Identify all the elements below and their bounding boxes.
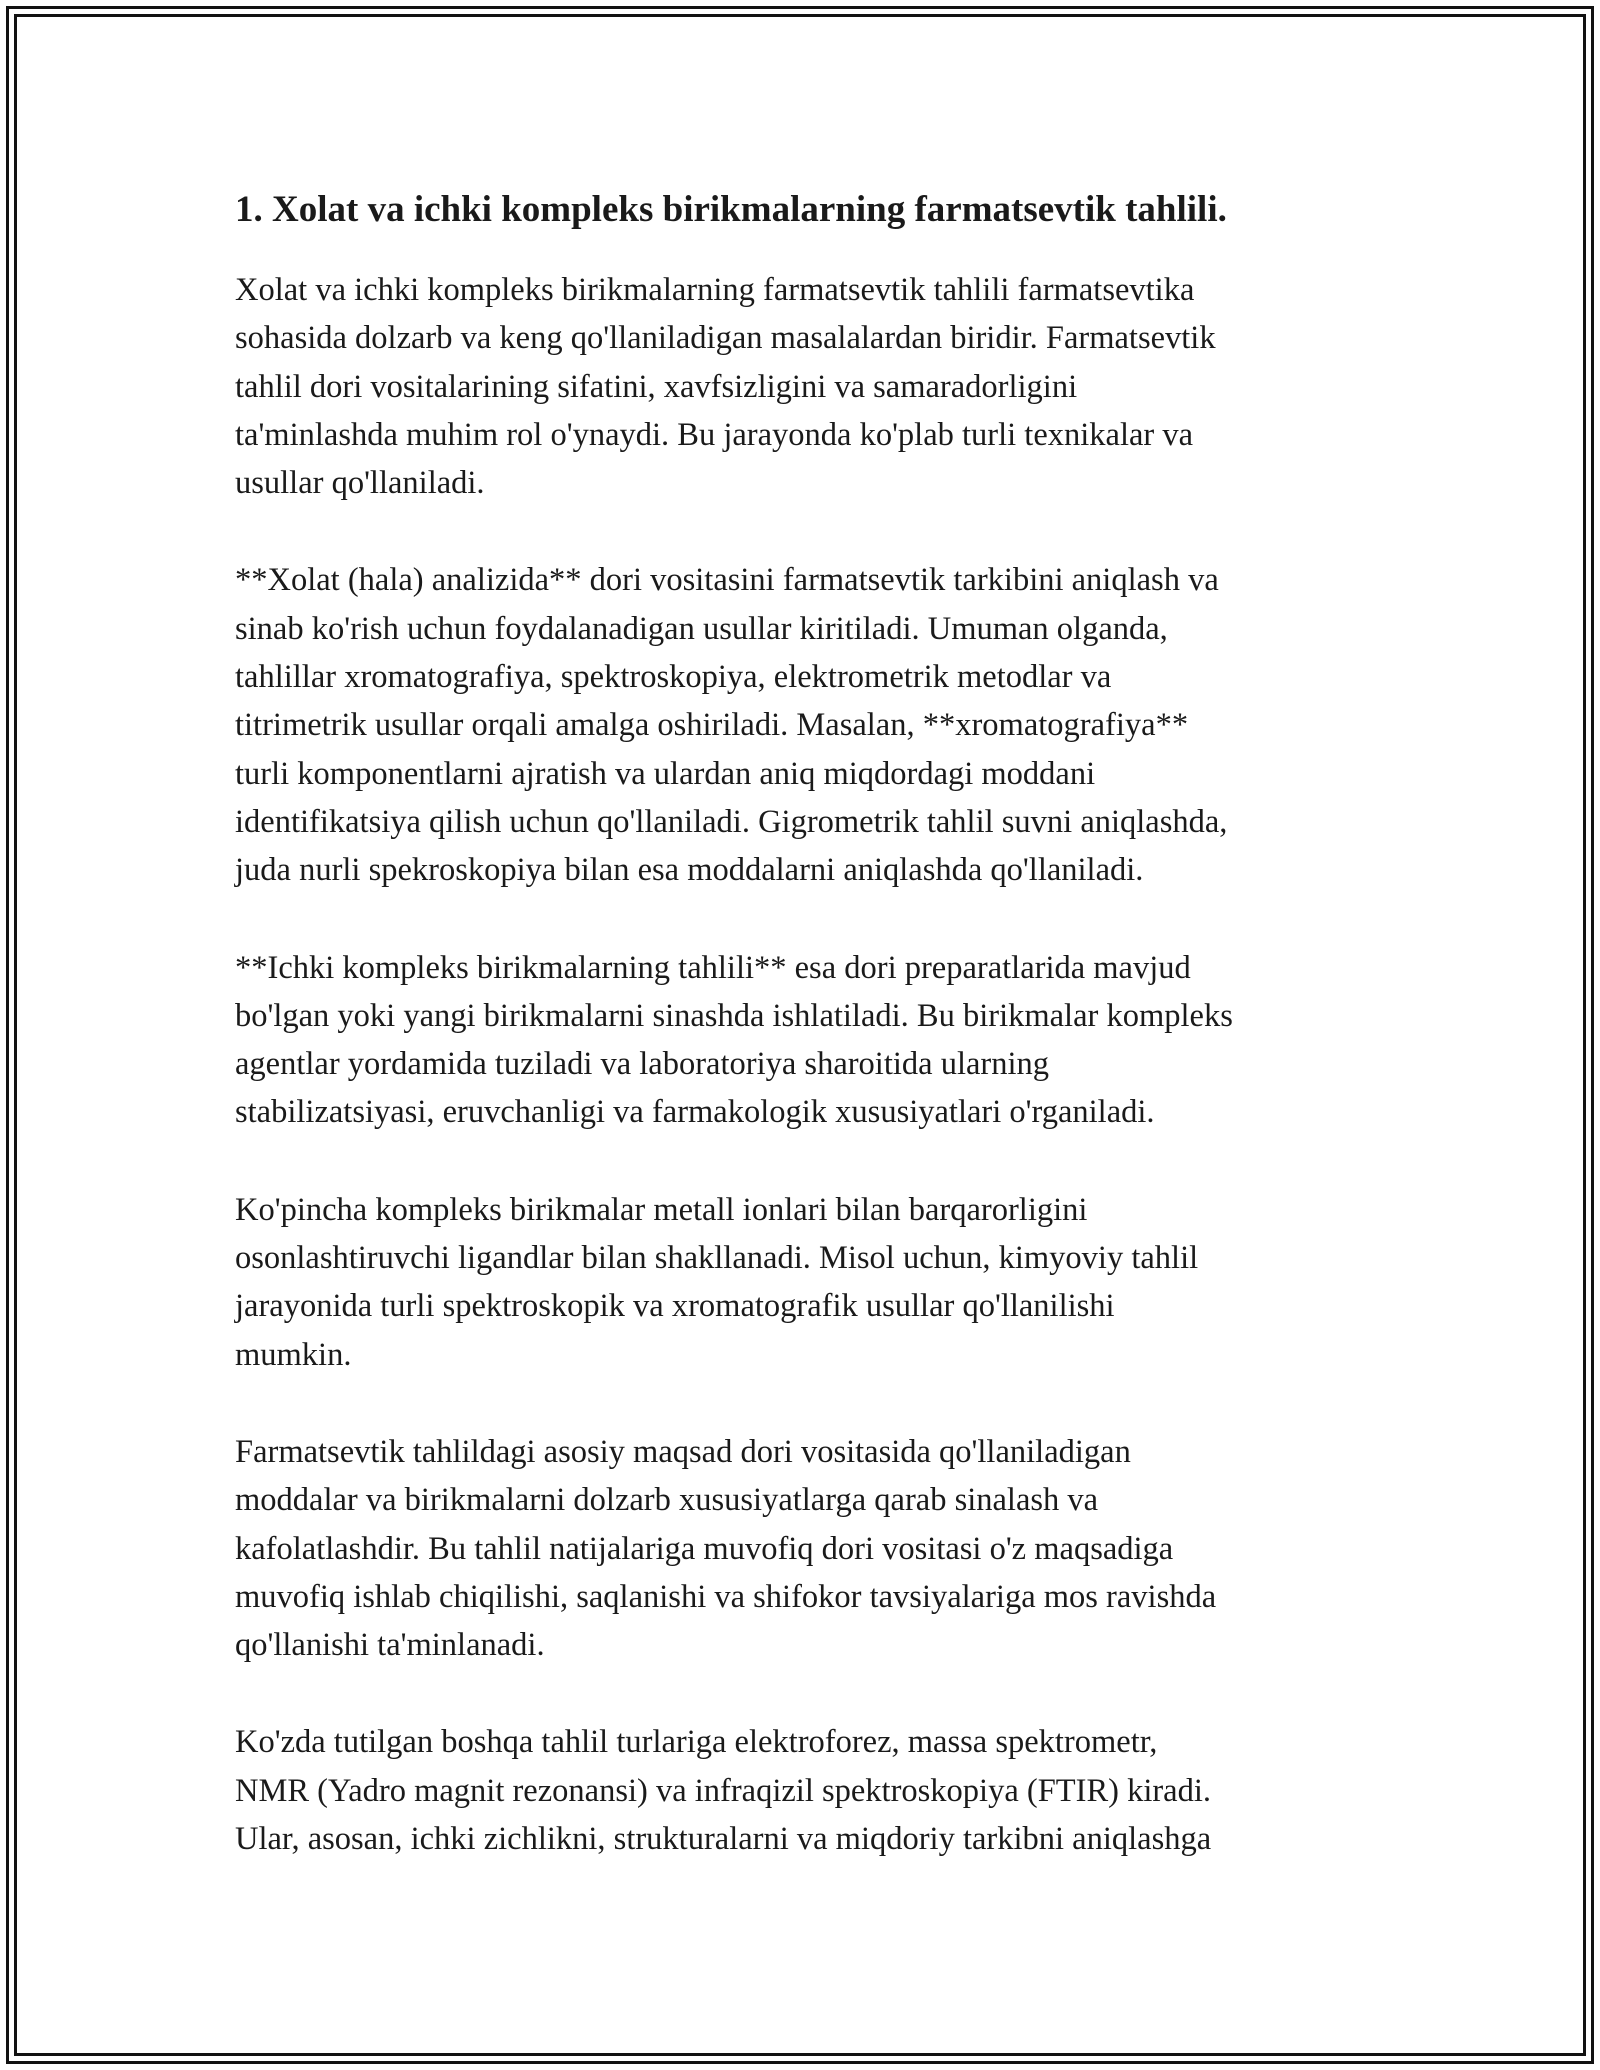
text-line: Ular, asosan, ichki zichlikni, strukturalarni va miqdoriy tarkibni aniqlashga: [235, 1821, 1212, 1858]
text-line: usullar qo'llaniladi.: [235, 465, 485, 502]
paragraph-complex-analysis: [235, 944, 1375, 1137]
text-line: turli komponentlarni ajratish va ulardan aniq miqdordagi moddani: [235, 755, 1096, 792]
paragraph-xolat-analysis: [235, 556, 1375, 894]
text-line: tahlil dori vositalarining sifatini, xavfsizligini va samaradorligini: [235, 368, 1078, 405]
text-line: bo'lgan yoki yangi birikmalarni sinashda ishlatiladi. Bu birikmalar kompleks: [235, 997, 1233, 1034]
text-line: Farmatsevtik tahlildagi asosiy maqsad dori vositasida qo'llaniladigan: [235, 1433, 1131, 1470]
text-line: stabilizatsiyasi, eruvchanligi va farmakologik xususiyatlari o'rganiladi.: [235, 1094, 1155, 1131]
text-line: identifikatsiya qilish uchun qo'llaniladi. Gigrometrik tahlil suvni aniqlashda,: [235, 803, 1228, 840]
text-line: tahlillar xromatografiya, spektroskopiya, elektrometrik metodlar va: [235, 659, 1112, 696]
text-line: Ko'zda tutilgan boshqa tahlil turlariga elektroforez, massa spektrometr,: [235, 1724, 1158, 1761]
text-line: Ko'pincha kompleks birikmalar metall ionlari bilan barqarorligini: [235, 1191, 1088, 1228]
text-line: **Ichki kompleks birikmalarning tahlili** esa dori preparatlarida mavjud: [235, 949, 1191, 986]
text-line: mumkin.: [235, 1336, 352, 1373]
paragraph-intro: [235, 266, 1375, 507]
text-line: sinab ko'rish uchun foydalanadigan usullar kiritiladi. Umuman olganda,: [235, 610, 1168, 647]
text-line: sohasida dolzarb va keng qo'llaniladigan masalalardan biridir. Farmatsevtik: [235, 320, 1216, 357]
text-line: moddalar va birikmalarni dolzarb xususiyatlarga qarab sinalash va: [235, 1482, 1099, 1519]
text-line: ta'minlashda muhim rol o'ynaydi. Bu jarayonda ko'plab turli texnikalar va: [235, 416, 1194, 453]
text-line: titrimetrik usullar orqali amalga oshiriladi. Masalan, **xromatografiya**: [235, 707, 1189, 744]
text-line: jarayonida turli spektroskopik va xromatografik usullar qo'llanilishi: [235, 1288, 1115, 1325]
text-line: agentlar yordamida tuziladi va laboratoriya sharoitida ularning: [235, 1046, 1050, 1083]
text-line: Xolat va ichki kompleks birikmalarning farmatsevtik tahlili farmatsevtika: [235, 272, 1195, 308]
text-line: NMR (Yadro magnit rezonansi) va infraqizil spektroskopiya (FTIR) kiradi.: [235, 1772, 1212, 1809]
text-line: qo'llanishi ta'minlanadi.: [235, 1627, 545, 1664]
text-line: **Xolat (hala) analizida** dori vositasini farmatsevtik tarkibini aniqlash va: [235, 562, 1219, 599]
text-line: juda nurli spekroskopiya bilan esa moddalarni aniqlashda qo'llaniladi.: [235, 852, 1144, 889]
page-title: 1. Xolat va ichki kompleks birikmalarning farmatsevtik tahlili.: [235, 189, 1227, 230]
document-body: [235, 186, 1375, 1912]
paragraph-main-goal: [235, 1428, 1375, 1669]
paragraph-other-methods: [235, 1718, 1375, 1863]
text-line: kafolatlashdir. Bu tahlil natijalariga muvofiq dori vositasi o'z maqsadiga: [235, 1530, 1174, 1567]
text-line: osonlashtiruvchi ligandlar bilan shakllanadi. Misol uchun, kimyoviy tahlil: [235, 1240, 1199, 1277]
text-line: muvofiq ishlab chiqilishi, saqlanishi va shifokor tavsiyalariga mos ravishda: [235, 1578, 1217, 1615]
paragraph-ligands: [235, 1186, 1375, 1379]
